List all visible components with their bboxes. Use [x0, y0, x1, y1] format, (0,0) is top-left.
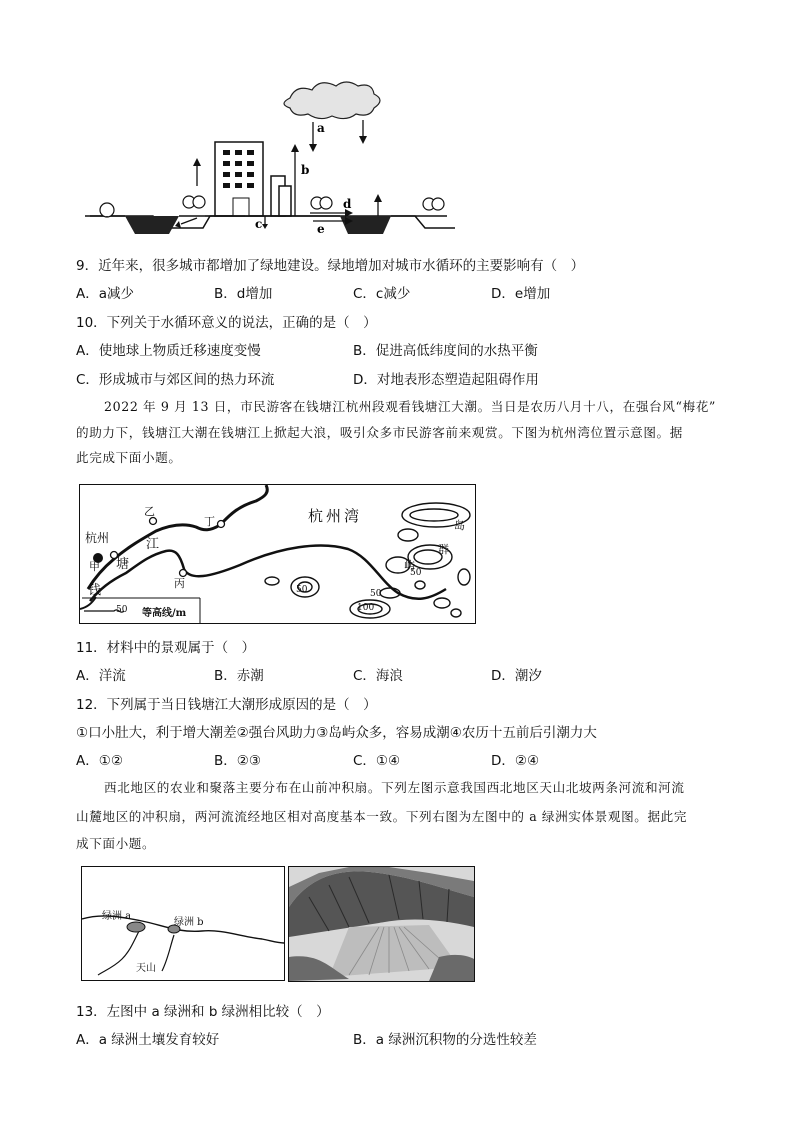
water-cycle-figure — [85, 76, 455, 241]
label-island-dao: 岛 — [454, 519, 465, 532]
q10-option-a[interactable]: A．使地球上物质迁移速度变慢 — [76, 343, 261, 359]
label-jiang: 江 — [146, 537, 160, 552]
q13-option-a[interactable]: A．a 绿洲土壤发育较好 — [76, 1032, 220, 1048]
label-c: c — [255, 217, 263, 231]
passage-3-line-2: 山麓地区的冲积扇，两河流流经地区相对高度基本一致。下列右图为左图中的 a 绿洲实体景观图。据此完 — [76, 809, 688, 824]
passage-3-cont — [76, 803, 726, 857]
question-10-stem: 10．下列关于水循环意义的说法，正确的是（ ） — [76, 315, 377, 331]
q12-option-a[interactable]: A．①② — [76, 753, 123, 769]
label-d: d — [343, 197, 352, 211]
label-jia: 甲 — [89, 560, 100, 573]
cloud — [284, 82, 380, 119]
passage-2 — [104, 394, 724, 419]
label-qian: 钱 — [88, 583, 102, 598]
q12-option-b[interactable]: B．②③ — [214, 753, 261, 769]
q12-option-d[interactable]: D．②④ — [491, 753, 540, 769]
label-tang: 塘 — [116, 557, 130, 572]
label-hangzhou: 杭州 — [85, 531, 110, 545]
passage-3 — [104, 775, 724, 800]
label-e: e — [317, 222, 325, 236]
q9-option-c[interactable]: C．c减少 — [353, 286, 411, 302]
label-ding: 丁 — [204, 515, 215, 528]
label-oasis-b: 绿洲 b — [174, 917, 204, 928]
label-b: b — [301, 163, 310, 177]
label-contour-50b: 50 — [296, 585, 308, 595]
label-island-qun: 群 — [438, 543, 449, 556]
q11-option-c[interactable]: C．海浪 — [353, 668, 403, 684]
label-tianshan: 天山 — [136, 963, 156, 974]
q13-option-b[interactable]: B．a 绿洲沉积物的分选性较差 — [353, 1032, 537, 1048]
label-hangzhou-bay: 杭州湾 — [308, 507, 363, 525]
label-bing: 丙 — [174, 577, 185, 590]
q10-option-c[interactable]: C．形成城市与郊区间的热力环流 — [76, 372, 275, 388]
question-12-statements: ①口小肚大，利于增大潮差②强台风助力③岛屿众多，容易成潮④农历十五前后引潮力大 — [76, 725, 597, 741]
legend-contour-value: 50 — [116, 605, 128, 615]
passage-3-line-1: 西北地区的农业和聚落主要分布在山前冲积扇。下列左图示意我国西北地区天山北坡两条河流和河流 — [104, 780, 685, 795]
oasis-a-shape — [127, 922, 145, 932]
pond-left — [125, 216, 179, 234]
map-drawing — [80, 485, 475, 623]
oasis-map-left — [81, 866, 285, 981]
q11-option-a[interactable]: A．洋流 — [76, 668, 126, 684]
q12-option-c[interactable]: C．①④ — [353, 753, 401, 769]
question-9-stem: 9．近年来，很多城市都增加了绿地建设。绿地增加对城市水循环的主要影响有（ ） — [76, 258, 585, 274]
q10-option-b[interactable]: B．促进高低纬度间的水热平衡 — [353, 343, 538, 359]
label-yi: 乙 — [144, 505, 155, 518]
q9-option-d[interactable]: D．e增加 — [491, 286, 551, 302]
oasis-landscape-photo — [288, 866, 475, 982]
label-oasis-a: 绿洲 a — [102, 911, 132, 922]
legend-contour-text: 等高线/m — [142, 608, 187, 619]
hangzhou-bay-map — [79, 484, 476, 624]
q10-option-d[interactable]: D．对地表形态塑造起阻碍作用 — [353, 372, 539, 388]
question-12-stem: 12．下列属于当日钱塘江大潮形成原因的是（ ） — [76, 697, 377, 713]
q11-option-d[interactable]: D．潮汐 — [491, 668, 542, 684]
label-contour-50c: 50 — [370, 589, 382, 599]
q9-option-a[interactable]: A．a减少 — [76, 286, 135, 302]
passage-2-line-2: 的助力下，钱塘江大潮在钱塘江上掀起大浪，吸引众多市民游客前来观赏。下图为杭州湾位置示意图。据 — [76, 425, 683, 440]
label-contour-50a: 50 — [410, 568, 422, 578]
question-11-stem: 11．材料中的景观属于（ ） — [76, 640, 256, 656]
q9-option-b[interactable]: B．d增加 — [214, 286, 273, 302]
passage-2-line-3: 此完成下面小题。 — [76, 450, 182, 465]
passage-2-line-1: 2022 年 9 月 13 日，市民游客在钱塘江杭州段观看钱塘江大潮。当日是农历八月十八，在强台风“梅花” — [104, 399, 716, 414]
question-13-stem: 13．左图中 a 绿洲和 b 绿洲相比较（ ） — [76, 1004, 330, 1020]
label-a: a — [317, 121, 325, 135]
q11-option-b[interactable]: B．赤潮 — [214, 668, 264, 684]
passage-3-line-3: 成下面小题。 — [76, 836, 156, 851]
passage-2-cont — [76, 420, 726, 470]
label-island-yu: 屿 — [404, 559, 415, 572]
label-contour-100: 100 — [357, 603, 375, 613]
